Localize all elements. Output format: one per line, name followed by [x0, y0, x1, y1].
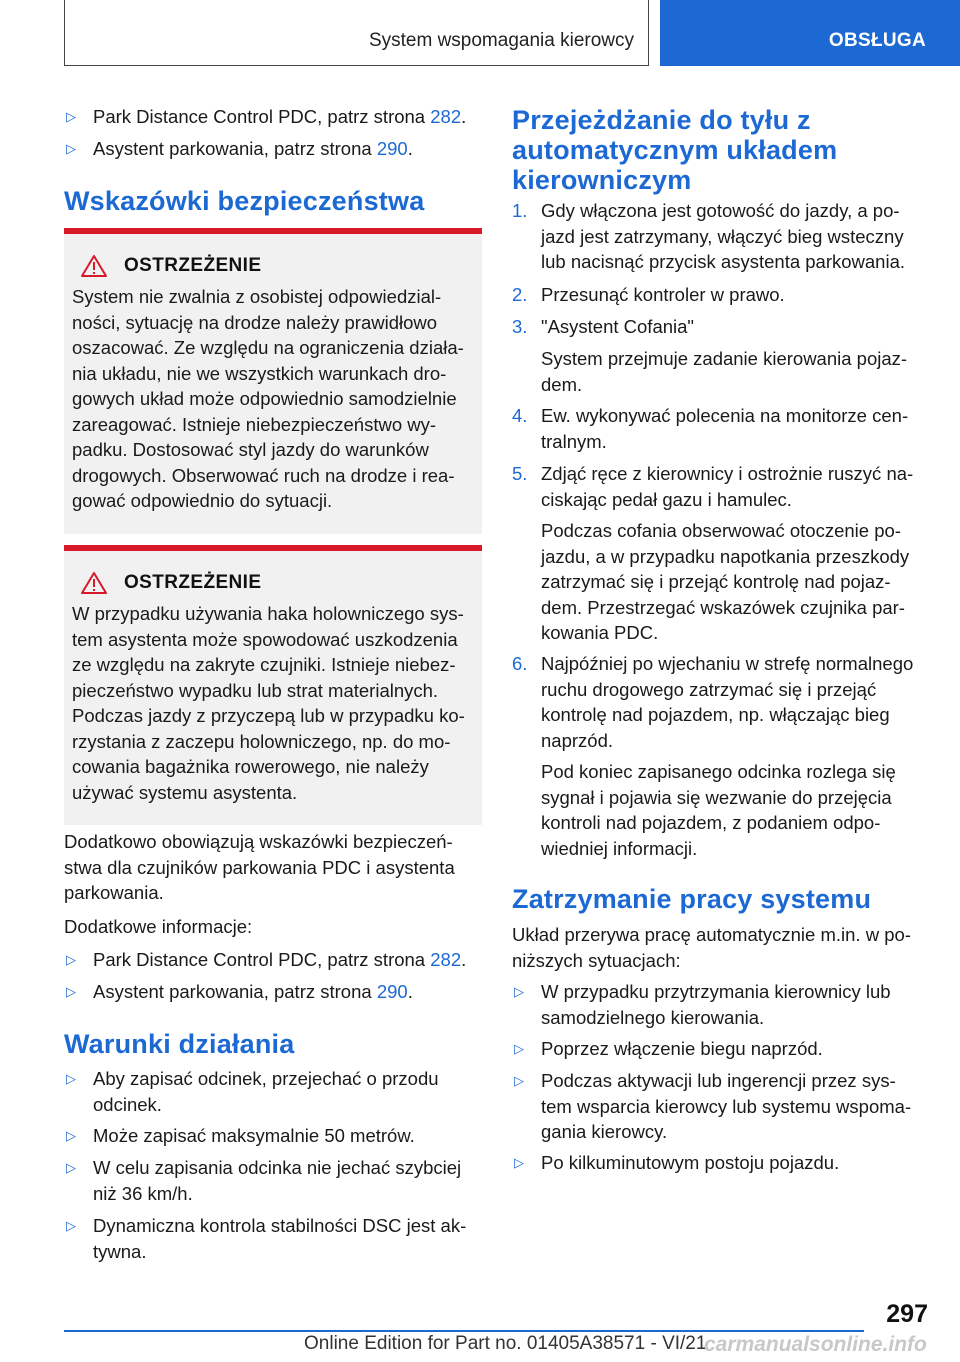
section-title: OBSŁUGA — [828, 30, 926, 51]
step-note: Pod koniec zapisanego odcinka rozlega się sygnał i pojawia się wezwanie do przejęcia kontroli nad pojazdem, z podaniem odpo- wiedniej informacji. — [541, 761, 896, 859]
page-link[interactable]: 282 — [430, 949, 462, 970]
step-number: 1. — [512, 200, 528, 221]
list-item: ▷ Asystent parkowania, patrz strona 290. — [64, 136, 482, 162]
step-number: 3. — [512, 316, 528, 337]
step-number: 2. — [512, 284, 528, 305]
step-item: 4. Ew. wykonywać polecenia na monitorze cen- tralnym. — [512, 403, 930, 454]
triangle-bullet-icon: ▷ — [66, 1218, 76, 1233]
list-item: ▷ Asystent parkowania, patrz strona 290. — [64, 979, 482, 1005]
step-note: Podczas cofania obserwować otoczenie po- jazdu, a w przypadku napotkania przeszkody zatrzymać się i przejąć kontrolę nad pojaz- dem. Przestrzegać wskazówek czujnika par- kowania PDC. — [541, 520, 910, 643]
list-item: ▷ Poprzez włączenie biegu naprzód. — [512, 1036, 930, 1062]
page-link[interactable]: 290 — [376, 981, 408, 1002]
warning-box — [64, 545, 482, 825]
header-chapter-box — [64, 0, 649, 66]
list-item: ▷ Park Distance Control PDC, patrz strona 282. — [64, 104, 482, 130]
step-item: 6. Najpóźniej po wjechaniu w strefę normalnego ruchu drogowego zatrzymać się i przejąć kontrolę nad pojazdem, np. włączając bieg naprzód. — [512, 651, 930, 753]
warning-triangle-icon — [80, 571, 108, 595]
list-item: ▷ Po kilkuminutowym postoju pojazdu. — [512, 1150, 930, 1176]
reverse-heading: Przejeżdżanie do tyłu z automatycznym układem kierowniczym — [512, 105, 838, 195]
step-number: 6. — [512, 653, 528, 674]
warning-label: OSTRZEŻENIE — [124, 255, 262, 276]
list-item: ▷ W przypadku przytrzymania kierownicy lub samodzielnego kierowania. — [512, 979, 930, 1030]
list-item: ▷ Park Distance Control PDC, patrz strona 282. — [64, 947, 482, 973]
stop-heading: Zatrzymanie pracy systemu — [512, 884, 872, 914]
triangle-bullet-icon: ▷ — [514, 1155, 524, 1170]
edition-text: Online Edition for Part no. 01405A38571 - VI/21 — [304, 1333, 707, 1354]
page-number: 297 — [886, 1300, 928, 1328]
safety-heading: Wskazówki bezpieczeństwa — [64, 186, 425, 216]
warning-box — [64, 228, 482, 534]
triangle-bullet-icon: ▷ — [66, 984, 76, 999]
step-note: System przejmuje zadanie kierowania pojaz- dem. — [541, 348, 908, 395]
watermark: carmanualsonline.info — [704, 1333, 927, 1356]
chapter-title: System wspomagania kierowcy — [368, 30, 634, 51]
list-item: ▷ Może zapisać maksymalnie 50 metrów. — [64, 1123, 482, 1149]
warning-text: System nie zwalnia z osobistej odpowiedzial- ności, sytuację na drodze należy prawidłowo oszacować. Ze względu na ograniczenia działa- nia układu, nie we wszystkich warunkach dro- gowych układ może odpowiednio samodzielnie zareagować. Istnieje niebezpieczeństwo wy- padku. Dostosować styl jazdy do warunków drogowych. Obserwować ruch na drodze i rea- gować odpowiednio do sytuacji. — [72, 286, 464, 511]
triangle-bullet-icon: ▷ — [514, 984, 524, 999]
step-item: 1. Gdy włączona jest gotowość do jazdy, a po- jazd jest zatrzymany, włączyć bieg wsteczny lub nacisnąć przycisk asystenta parkowania. — [512, 198, 930, 275]
header-section-tab — [660, 0, 960, 66]
footer-divider — [64, 1330, 864, 1332]
triangle-bullet-icon: ▷ — [66, 1160, 76, 1175]
warning-triangle-icon — [80, 254, 108, 278]
triangle-bullet-icon: ▷ — [66, 141, 76, 156]
conditions-heading: Warunki działania — [64, 1029, 295, 1059]
triangle-bullet-icon: ▷ — [66, 1128, 76, 1143]
triangle-bullet-icon: ▷ — [66, 109, 76, 124]
warning-label: OSTRZEŻENIE — [124, 572, 262, 593]
step-number: 4. — [512, 405, 528, 426]
triangle-bullet-icon: ▷ — [514, 1073, 524, 1088]
list-item: ▷ Dynamiczna kontrola stabilności DSC jest ak- tywna. — [64, 1213, 482, 1264]
list-item: ▷ W celu zapisania odcinka nie jechać szybciej niż 36 km/h. — [64, 1155, 482, 1206]
page-link[interactable]: 282 — [430, 106, 462, 127]
warning-text: W przypadku używania haka holowniczego sys- tem asystenta może spowodować uszkodzenia ze względu na zakryte czujniki. Istnieje niebez- pieczeństwo wypadku lub strat materialnych. Podczas jazdy z przyczepą lub w przypadku ko- rzystania z zaczepu holowniczego, np. do mo- cowania bagażnika rowerowego, nie należy używać systemu asystenta. — [72, 603, 465, 803]
paragraph: Układ przerywa pracę automatycznie m.in. w po- niższych sytuacjach: — [512, 924, 911, 971]
step-item: 3. "Asystent Cofania" — [512, 314, 930, 340]
list-item: ▷ Aby zapisać odcinek, przejechać o przodu odcinek. — [64, 1066, 482, 1117]
step-item: 5. Zdjąć ręce z kierownicy i ostrożnie ruszyć na- ciskając pedał gazu i hamulec. — [512, 461, 930, 512]
triangle-bullet-icon: ▷ — [66, 1071, 76, 1086]
list-item: ▷ Podczas aktywacji lub ingerencji przez sys- tem wsparcia kierowcy lub systemu wspoma- gania kierowcy. — [512, 1068, 930, 1145]
step-number: 5. — [512, 463, 528, 484]
step-item: 2. Przesunąć kontroler w prawo. — [512, 282, 930, 308]
paragraph: Dodatkowo obowiązują wskazówki bezpieczeń- stwa dla czujników parkowania PDC i asystenta parkowania. — [64, 831, 455, 903]
extra-info-label: Dodatkowe informacje: — [64, 916, 253, 937]
triangle-bullet-icon: ▷ — [514, 1041, 524, 1056]
page-link[interactable]: 290 — [376, 138, 408, 159]
triangle-bullet-icon: ▷ — [66, 952, 76, 967]
